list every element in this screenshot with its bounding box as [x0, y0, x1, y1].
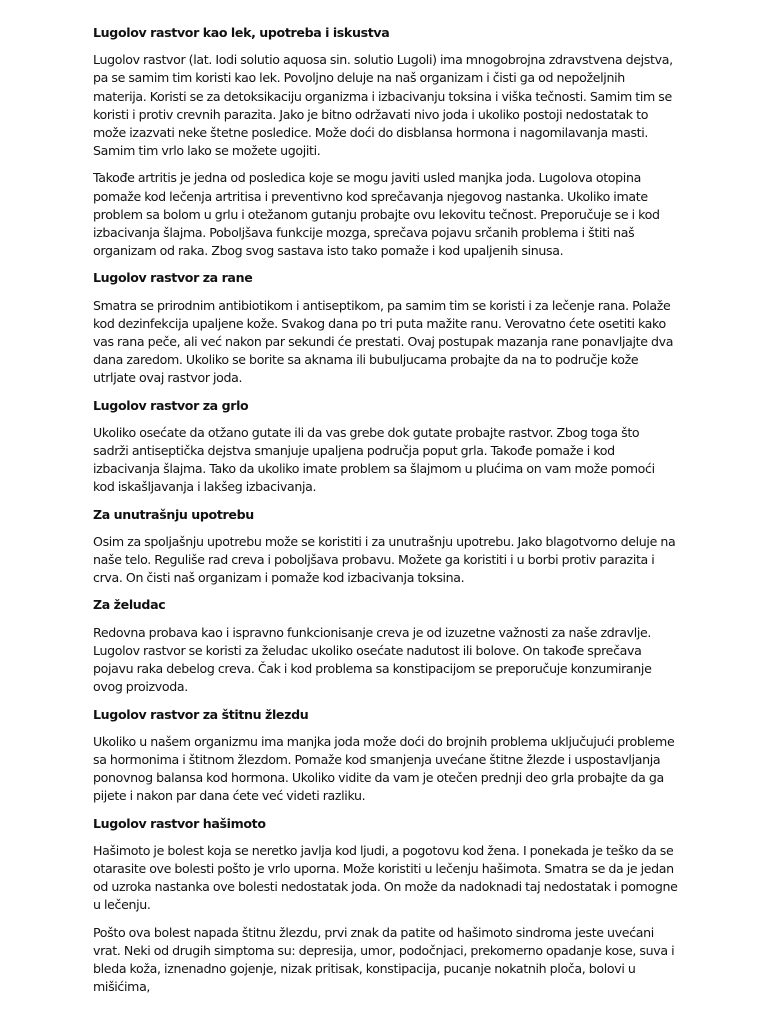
document-page — [93, 24, 678, 1005]
paragraph: Hašimoto je bolest koja se neretko javlja kod ljudi, a pogotovu kod žena. I ponekada je teško da se otarasite ove bolesti pošto je vrlo uporna. Može koristiti u lečenju hašimota. Smatra se da je jedan od uzroka nastanka ove bolesti nedostatak joda. On može da nadoknadi taj nedostatak i pomogne u lečenju. — [93, 842, 678, 913]
paragraph: Pošto ova bolest napada štitnu žlezdu, prvi znak da patite od hašimoto sindroma jeste uvećani vrat. Neki od drugih simptoma su: depresija, umor, podočnjaci, prekomerno opadanje kose, suva i bleda koža, iznenadno gojenje, nizak pritisak, konstipacija, pucanje nokatnih ploča, bolovi u mišićima, — [93, 924, 675, 995]
section-heading-stomach: Za želudac — [93, 597, 166, 613]
paragraph: Osim za spoljašnju upotrebu može se koristiti i za unutrašnju upotrebu. Jako blagotvorno deluje na naše telo. Reguliše rad creva i poboljšava probavu. Možete ga koristiti i u borbi protiv parazita i crva. On čisti naš organizam i pomaže kod izbacivanja toksina. — [93, 533, 676, 586]
section-heading-throat: Lugolov rastvor za grlo — [93, 397, 249, 413]
section-heading-wounds: Lugolov rastvor za rane — [93, 270, 253, 286]
section-heading-intro: Lugolov rastvor kao lek, upotreba i iskustva — [93, 25, 390, 40]
section-heading-internal-use: Za unutrašnju upotrebu — [93, 506, 254, 522]
paragraph: Redovna probava kao i ispravno funkcionisanje creva je od izuzetne važnosti za naše zdravlje. Lugolov rastvor se koristi za želudac ukoliko osećate nadutost ili bolove. On takođe sprečava pojavu raka debelog creva. Čak i kod problema sa konstipacijom se preporučuje konzumiranje ovog proizvoda. — [93, 624, 652, 695]
paragraph: Lugolov rastvor (lat. Iodi solutio aquosa sin. solutio Lugoli) ima mnogobrojna zdravstvena dejstva, pa se samim tim koristi kao lek. Povoljno deluje na naš organizam i čisti ga od nepoželjnih materija. Koristi se za detoksikaciju organizma i izbacivanju toksina i viška tečnosti. Samim tim se koristi i protiv crevnih parazita. Jako je bitno održavati nivo joda i ukoliko postoji nedostatak to može izazvati neke štetne posledice. Može doći do disblansa hormona i nagomilavanja masti. Samim tim vrlo lako se možete ugojiti. — [93, 52, 673, 159]
section-heading-hashimoto: Lugolov rastvor hašimoto — [93, 815, 266, 831]
paragraph: Takođe artritis je jedna od posledica koje se mogu javiti usled manjka joda. Lugolova otopina pomaže kod lečenja artritisa i preventivno kod sprečavanja njegovog nastanka. Ukoliko imate problem sa bolom u grlu i otežanom gutanju probajte ovu lekovitu tečnost. Preporučuje se i kod izbacivanja šlajma. Poboljšava funkcije mozga, sprečava pojavu srčanih problema i štiti naš organizam od raka. Zbog svog sastava isto tako pomaže i kod upaljenih sinusa. — [93, 170, 660, 259]
paragraph: Ukoliko u našem organizmu ima manjka joda može doći do brojnih problema uključujući probleme sa hormonima i štitnom žlezdom. Pomaže kod smanjenja uvećane štitne žlezde i uspostavljanja ponovnog balansa kod hormona. Ukoliko vidite da vam je otečen prednji deo grla probajte da ga pijete i nakon par dana ćete već videti razliku. — [93, 733, 675, 804]
paragraph: Smatra se prirodnim antibiotikom i antiseptikom, pa samim tim se koristi i za lečenje rana. Polaže kod dezinfekcija upaljene kože. Svakog dana po tri puta mažite ranu. Verovatno ćete osetiti kako vas rana peče, ali već nakon par sekundi će prestati. Ovaj postupak mazanja rane ponavljajte dva dana zaredom. Ukoliko se borite sa aknama ili bubuljucama probajte da na to područje kože utrljate ovaj rastvor joda. — [93, 297, 674, 386]
paragraph: Ukoliko osećate da otžano gutate ili da vas grebe dok gutate probajte rastvor. Zbog toga što sadrži antiseptička dejstva smanjuje upaljena područja poput grla. Takođe pomaže i kod izbacivanja šlajma. Tako da ukoliko imate problem sa šlajmom u plućima on vam može pomoći kod iskašljavanja i lakšeg izbacivanja. — [93, 424, 655, 495]
section-heading-thyroid: Lugolov rastvor za štitnu žlezdu — [93, 706, 309, 722]
